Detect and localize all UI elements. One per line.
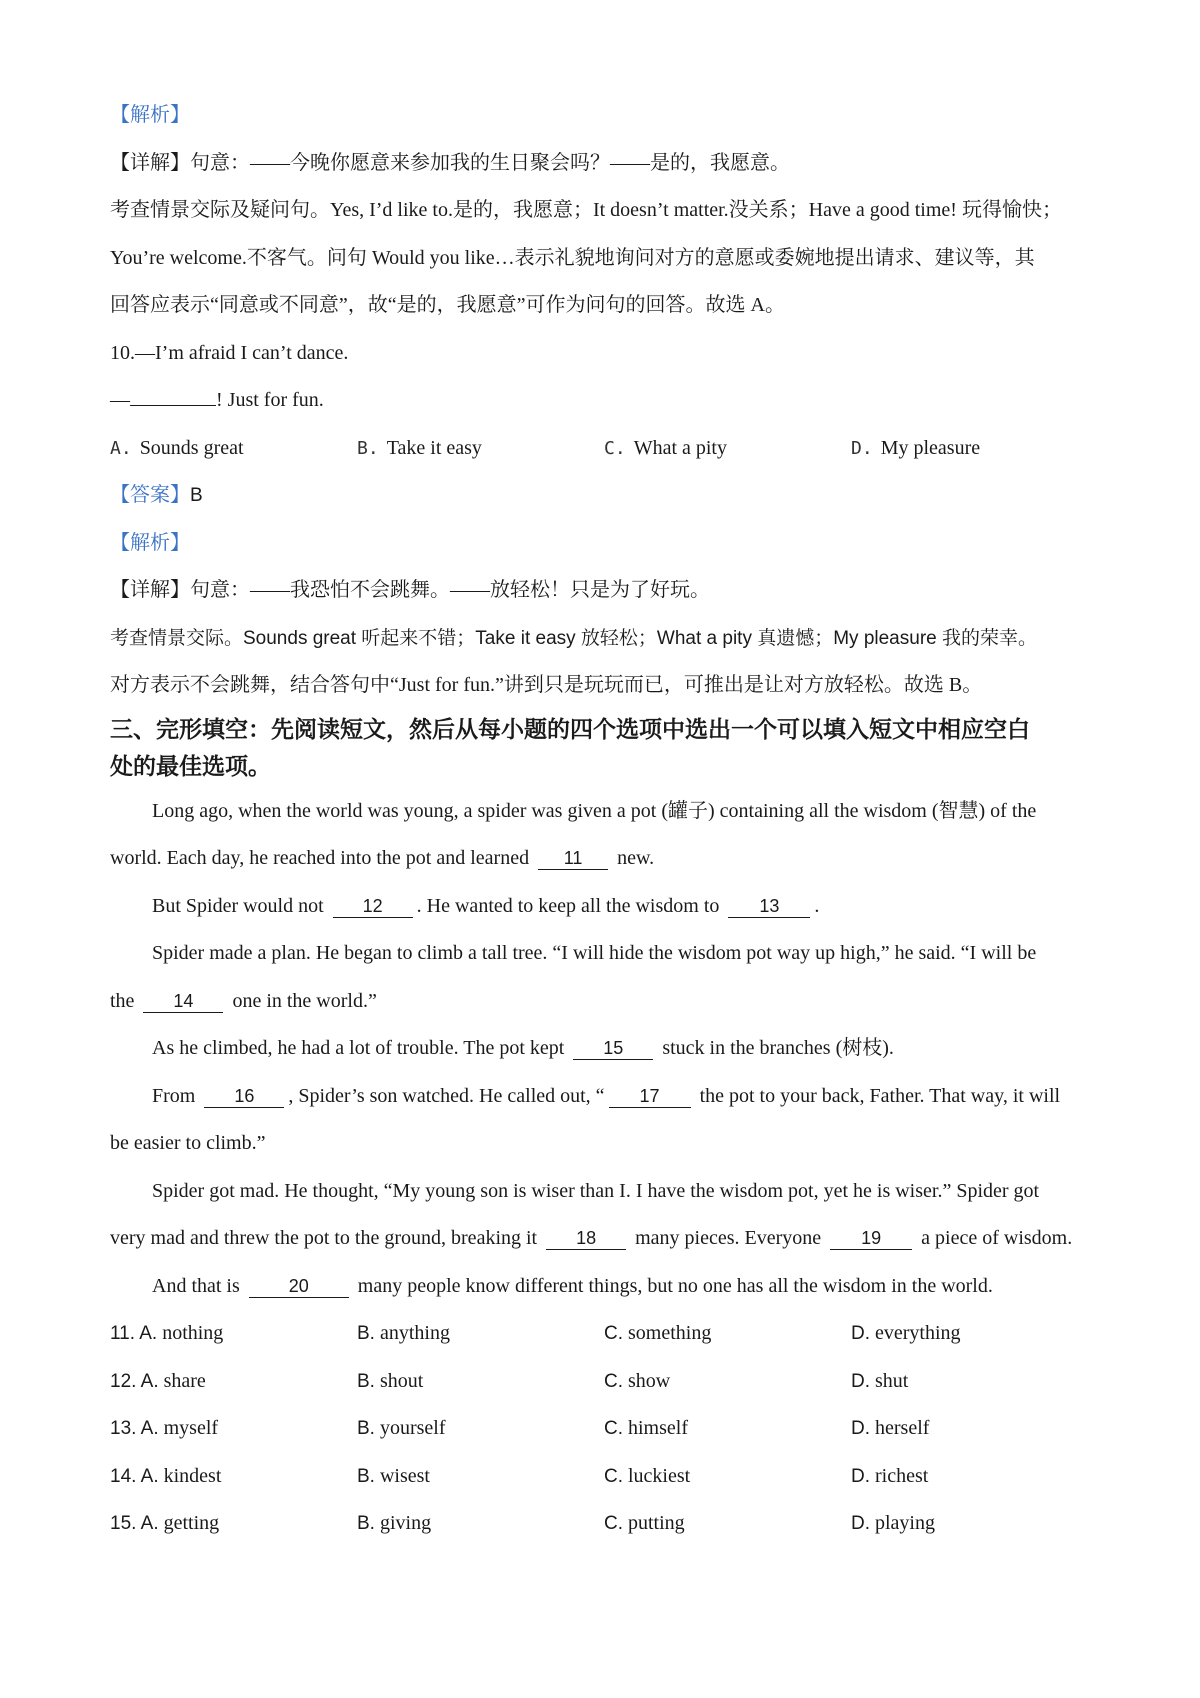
blank-18: 18 (546, 1227, 626, 1250)
question-11: 11. A. nothing B. anything C. something D. everything (110, 1322, 961, 1344)
q10-explanation-line-2: 对方表示不会跳舞，结合答句中“Just for fun.”讲到只是玩玩而已，可推出是让对方放轻松。故选 B。 (110, 674, 983, 696)
blank-16: 16 (204, 1085, 284, 1108)
reply-text: ! Just for fun. (216, 389, 324, 411)
passage-line: But Spider would not 12 . He wanted to keep all the wisdom to 13 . (152, 894, 820, 917)
q10-detail-line (110, 567, 1100, 615)
option-b: B. Take it easy (357, 436, 482, 459)
option-d: D. My pleasure (851, 436, 981, 459)
blank-14: 14 (143, 990, 223, 1013)
passage-line: Spider made a plan. He began to climb a tall tree. “I will hide the wisdom pot way up high,” he said. “I will be (152, 942, 1037, 964)
q10-options (110, 425, 1100, 473)
passage-line: be easier to climb.” (110, 1132, 266, 1154)
blank-13: 13 (728, 895, 810, 918)
passage-line: world. Each day, he reached into the pot and learned 11 new. (110, 847, 655, 869)
q9-analysis-tag (110, 92, 1100, 140)
detail-text: 句意：——我恐怕不会跳舞。——放轻松！只是为了好玩。 (190, 579, 710, 601)
q10-explanation-line-1: 考查情景交际。Sounds great 听起来不错；Take it easy 放轻松；What a pity 真遗憾；My pleasure 我的荣幸。 (110, 627, 1037, 649)
q10-prompt: 10.—I’m afraid I can’t dance. (110, 341, 349, 364)
document-page (110, 92, 1100, 1548)
question-15: 15. A. getting B. giving C. putting D. playing (110, 1512, 935, 1534)
passage-line: As he climbed, he had a lot of trouble. The pot kept 15 stuck in the branches (树枝). (152, 1037, 894, 1059)
section-heading-line-1: 三、完形填空：先阅读短文，然后从每小题的四个选项中选出一个可以填入短文中相应空白 (110, 716, 1030, 743)
analysis-label: 【解析】 (110, 104, 190, 126)
answer-blank (130, 387, 216, 406)
analysis-label: 【解析】 (110, 531, 190, 554)
answer-value: B (190, 485, 203, 506)
question-14: 14. A. kindest B. wisest C. luckiest D. richest (110, 1464, 929, 1487)
blank-19: 19 (830, 1227, 912, 1250)
blank-11: 11 (538, 847, 608, 870)
detail-label: 【详解】 (110, 579, 190, 601)
blank-20: 20 (249, 1275, 349, 1298)
passage-line: very mad and threw the pot to the ground, breaking it 18 many pieces. Everyone 19 a piece of wisdom. (110, 1227, 1073, 1249)
q10-answer (110, 472, 1100, 520)
reply-dash: — (110, 389, 130, 411)
option-a: A. Sounds great (110, 436, 244, 459)
detail-text: 句意：——今晚你愿意来参加我的生日聚会吗？——是的，我愿意。 (190, 151, 790, 174)
blank-15: 15 (573, 1037, 653, 1060)
option-c: C. What a pity (604, 436, 727, 459)
passage-line: And that is 20 many people know different things, but no one has all the wisdom in the world. (152, 1274, 993, 1297)
q9-explanation-line-1: 考查情景交际及疑问句。Yes, I’d like to.是的，我愿意；It doesn’t matter.没关系；Have a good time! 玩得愉快； (110, 199, 1062, 221)
section-heading (110, 712, 1100, 786)
section-heading-line-2: 处的最佳选项。 (110, 753, 271, 780)
question-12: 12. A. share B. shout C. show D. shut (110, 1369, 909, 1392)
blank-17: 17 (609, 1085, 691, 1108)
passage-line: the 14 one in the world.” (110, 989, 377, 1012)
q9-explanation-line-2: You’re welcome.不客气。问句 Would you like…表示礼貌地询问对方的意愿或委婉地提出请求、建议等，其 (110, 246, 1035, 269)
q9-explanation-line-3: 回答应表示“同意或不同意”，故“是的，我愿意”可作为问句的回答。故选 A。 (110, 294, 785, 316)
q10-reply (110, 377, 1100, 425)
question-13: 13. A. myself B. yourself C. himself D. herself (110, 1417, 930, 1439)
detail-label: 【详解】 (110, 151, 190, 174)
blank-12: 12 (333, 895, 413, 918)
passage-line: Long ago, when the world was young, a spider was given a pot (罐子) containing all the wisdom (智慧) of the (152, 799, 1037, 822)
q9-detail-line (110, 140, 1100, 188)
answer-label: 【答案】 (110, 484, 190, 506)
q10-analysis-tag (110, 520, 1100, 568)
passage-line: Spider got mad. He thought, “My young son is wiser than I. I have the wisdom pot, yet he is wiser.” Spider got (152, 1179, 1040, 1202)
passage-line: From 16 , Spider’s son watched. He called out, “ 17 the pot to your back, Father. That way, it will (152, 1084, 1061, 1107)
